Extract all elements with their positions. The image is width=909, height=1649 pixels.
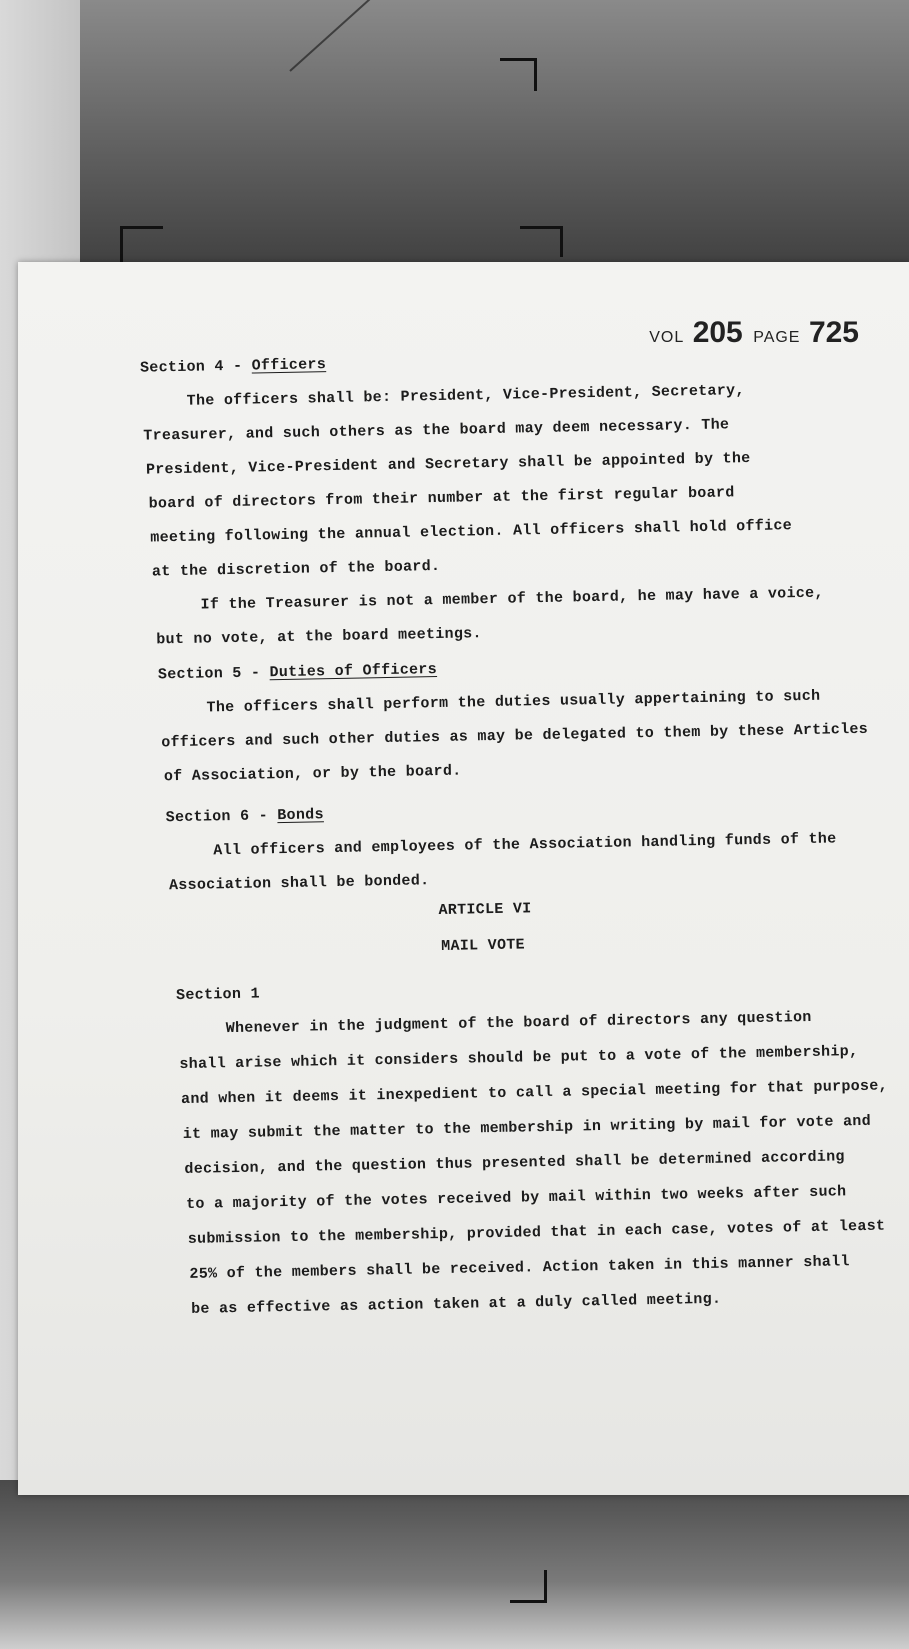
article-title: MAIL VOTE [441,936,526,955]
paragraph-line: The officers shall be: President, Vice-President, Secretary, [186,382,745,410]
scan-background-top [80,0,909,285]
document-page [18,262,909,1495]
paragraph-line: Association shall be bonded. [168,872,430,895]
section-1-heading: Section 1 [175,985,260,1005]
scan-background-bottom [0,1480,909,1649]
page-label: PAGE [753,329,801,346]
paragraph-line: it may submit the matter to the membership in writing by mail for vote and [182,1112,872,1143]
paragraph-line: and when it deems it inexpedient to call a special meeting for that purpose, [180,1077,889,1109]
paragraph-line: decision, and the question thus presented shall be determined according [184,1148,845,1178]
paragraph-line: officers and such other duties as may be delegated to them by these Articles [161,720,869,752]
paragraph-line: The officers shall perform the duties usually appertaining to such [206,687,821,717]
section-4-heading: Section 4 - Officers [139,356,327,377]
paragraph-line: of Association, or by the board. [163,762,462,786]
paragraph-line: If the Treasurer is not a member of the board, he may have a voice, [200,584,824,614]
crop-mark [500,58,537,91]
paragraph-line: be as effective as action taken at a duly called meeting. [190,1290,722,1318]
article-number: ARTICLE VI [438,900,532,920]
paragraph-line: Whenever in the judgment of the board of directors any question [225,1008,812,1038]
paragraph-line: President, Vice-President and Secretary shall be appointed by the [145,449,751,479]
paragraph-line: Treasurer, and such others as the board may deem necessary. The [143,416,730,445]
paragraph-line: meeting following the annual election. All officers shall hold office [150,517,793,547]
crop-mark [510,1570,547,1603]
section-5-heading: Section 5 - Duties of Officers [157,661,438,684]
paragraph-line: board of directors from their number at the first regular board [148,484,735,513]
paragraph-line: at the discretion of the board. [151,557,441,581]
paragraph-line: 25% of the members shall be received. Action taken in this manner shall [189,1253,850,1283]
paragraph-line: submission to the membership, provided that in each case, votes of at least [187,1217,886,1248]
paragraph-line: All officers and employees of the Association handling funds of the [213,830,837,860]
paragraph-line: but no vote, at the board meetings. [156,625,482,649]
paragraph-line: to a majority of the votes received by mail within two weeks after such [185,1183,847,1213]
section-6-heading: Section 6 - Bonds [165,806,324,827]
document-text [18,245,909,1495]
page-number: 725 [808,316,859,349]
vol-number: 205 [692,316,743,349]
paragraph-line: shall arise which it considers should be put to a vote of the membership, [179,1043,859,1074]
vol-label: VOL [649,329,685,346]
